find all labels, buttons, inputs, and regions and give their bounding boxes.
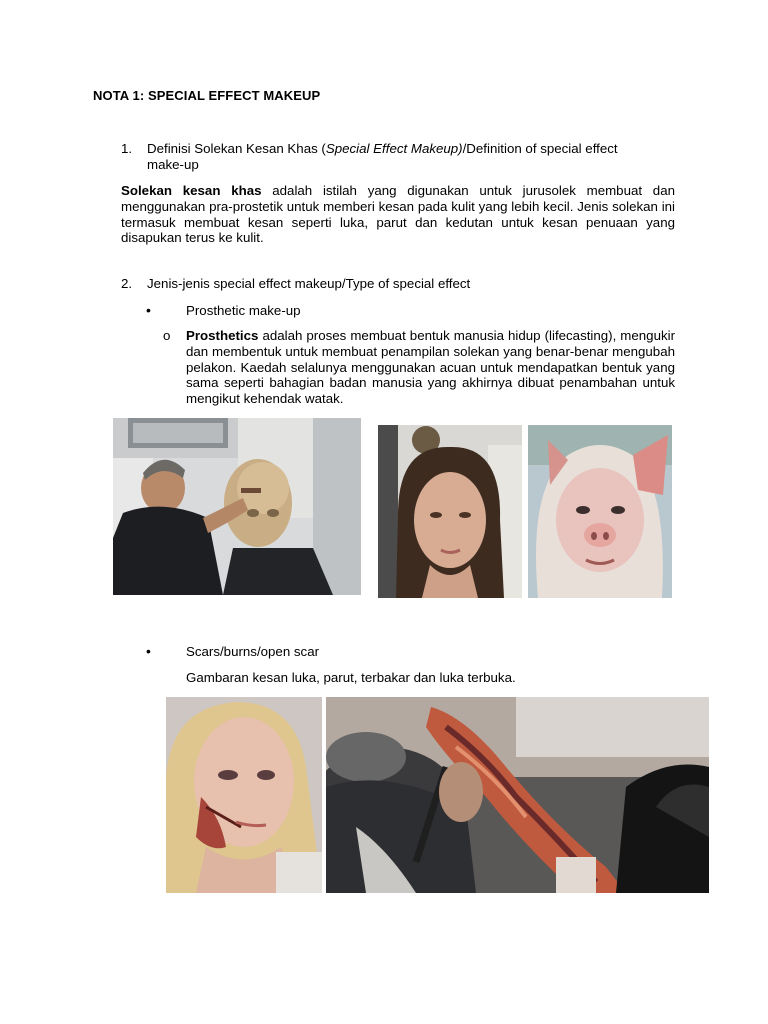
section-1-paragraph-text: adalah istilah yang digunakan untuk jurusolek membuat dan menggunakan pra-prostetik untuk memberi kesan pada kulit yang lebih kecil. Jenis solekan ini termasuk membuat kesan seperti luka, parut dan kedutan untuk kesan penuaan yang disapukan terus ke kulit. [121,183,675,246]
section-1-heading-line2: make-up [147,157,199,172]
bullet-dot-1: • [146,302,151,318]
bullet-dot-2: • [146,643,151,659]
prosthetics-paragraph-bold: Prosthetics [186,328,259,343]
prosthetics-paragraph-text: adalah proses membuat bentuk manusia hidup (lifecasting), mengukir dan membentuk untuk membuat penampilan solekan yang benar-benar mengubah pelakon. Kaedah selalunya menggunakan acuan untuk mendapatkan bentuk yang sama seperti bahagian badan manusia yang akhirnya dibuat penambahan untuk mengikut kehendak watak. [186,328,675,407]
bullet-scars-label: Scars/burns/open scar [186,644,320,659]
photo-woman-face-scar [166,697,322,893]
photo-arm-burn-effect [326,697,709,893]
section-1-number: 1. [121,141,133,156]
section-2-heading: Jenis-jenis special effect makeup/Type of special effect [147,276,471,291]
section-1-paragraph [121,183,675,246]
section-2-number: 2. [121,276,133,291]
section-1-heading-part-b: /Definition of special effect [462,141,618,156]
sub-bullet-marker: o [163,328,171,343]
photo-woman-before-prosthetic [378,425,522,598]
section-1-heading-italic: Special Effect Makeup) [325,141,463,156]
page-title: NOTA 1: SPECIAL EFFECT MAKEUP [93,88,321,103]
photo-pig-creature-prosthetic [528,425,672,598]
prosthetics-paragraph [186,328,675,407]
bullet-scars-description: Gambaran kesan luka, parut, terbakar dan luka terbuka. [186,670,516,685]
section-1-heading [147,141,618,157]
bullet-prosthetic-label: Prosthetic make-up [186,303,301,318]
photo-artist-sculpting-prosthetic [113,418,361,595]
section-1-heading-part-a: Definisi Solekan Kesan Khas ( [147,141,326,156]
section-1-paragraph-bold: Solekan kesan khas [121,183,262,198]
